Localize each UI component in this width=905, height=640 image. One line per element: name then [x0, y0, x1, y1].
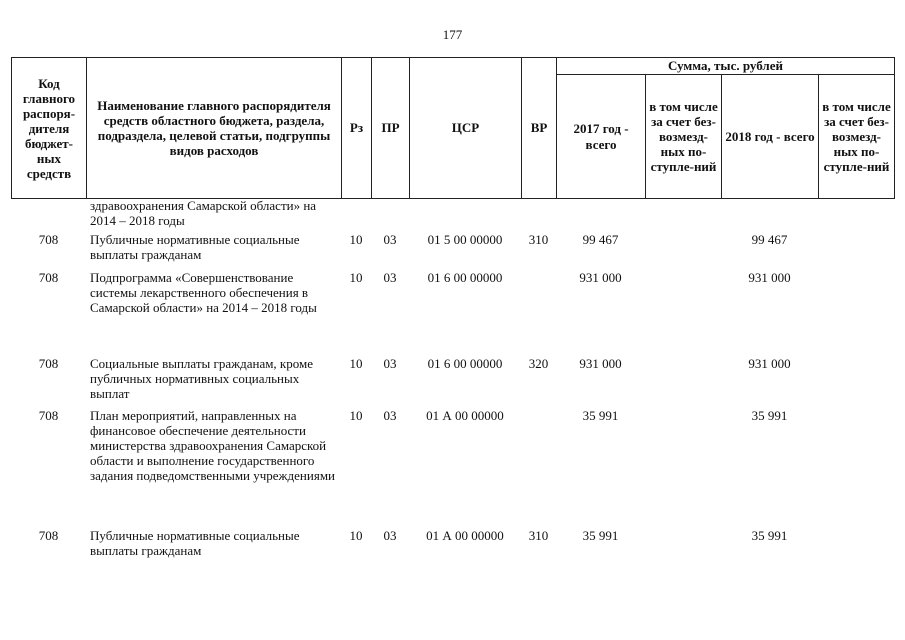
table-row [11, 198, 894, 232]
row-csr: 01 6 00 00000 [427, 270, 503, 285]
row-name: Публичные нормативные социальные выплаты гражданам [90, 232, 300, 262]
row-name: Социальные выплаты гражданам, кроме публичных нормативных социальных выплат [90, 356, 313, 401]
row-2017-total: 931 000 [579, 270, 622, 285]
table-header [11, 57, 895, 199]
row-code: 708 [38, 232, 59, 247]
row-code: 708 [38, 528, 59, 543]
row-rz: 10 [349, 408, 363, 423]
row-pr: 03 [383, 270, 397, 285]
row-2017-free [645, 232, 721, 270]
row-code: 708 [38, 356, 59, 371]
table-body [11, 198, 894, 562]
row-2018-total: 35 991 [751, 528, 788, 543]
row-rz: 10 [349, 232, 363, 247]
row-2017-free [645, 528, 721, 562]
table-row [11, 270, 894, 356]
row-2017-total: 35 991 [582, 528, 619, 543]
row-2018-free [818, 356, 894, 408]
row-vr [521, 408, 556, 528]
row-vr: 320 [528, 356, 549, 371]
row-csr: 01 А 00 00000 [426, 408, 504, 423]
row-code: 708 [38, 270, 59, 285]
header-pr: ПР [372, 58, 410, 199]
row-2018-total: 931 000 [748, 356, 791, 371]
row-2018-total: 931 000 [748, 270, 791, 285]
row-2017-free [645, 356, 721, 408]
row-pr: 03 [383, 528, 397, 543]
table-row [11, 528, 894, 562]
row-rz: 10 [349, 270, 363, 285]
row-vr [521, 270, 556, 356]
header-2017-free: в том числе за счет без-возмезд-ных по-ступле-ний [646, 75, 722, 199]
row-2018-free [818, 270, 894, 356]
header-vr: ВР [522, 58, 557, 199]
continuation-text: здравоохранения Самарской области» на 2014 – 2018 годы [90, 198, 317, 228]
row-code: 708 [38, 408, 59, 423]
row-name: Публичные нормативные социальные выплаты гражданам [90, 528, 300, 558]
header-name: Наименование главного распорядителя средств областного бюджета, раздела, подраздела, целевой статьи, подгруппы видов расходов [87, 58, 342, 199]
header-code: Код главного распоря-дителя бюджет-ных средств [12, 58, 87, 199]
row-vr: 310 [528, 528, 549, 543]
row-name: План мероприятий, направленных на финансовое обеспечение деятельности министерства здравоохранения Самарской области и выполнение государственного задания подведомственными учреждениями [90, 408, 336, 483]
header-csr: ЦСР [410, 58, 522, 199]
row-2017-total: 99 467 [582, 232, 619, 247]
header-sum: Сумма, тыс. рублей [557, 58, 895, 75]
row-csr: 01 5 00 00000 [427, 232, 503, 247]
row-rz: 10 [349, 528, 363, 543]
row-pr: 03 [383, 356, 397, 371]
row-2017-free [645, 270, 721, 356]
row-2018-total: 99 467 [751, 232, 788, 247]
row-pr: 03 [383, 232, 397, 247]
row-rz: 10 [349, 356, 363, 371]
header-rz: Рз [342, 58, 372, 199]
table-row [11, 232, 894, 270]
row-2017-total: 35 991 [582, 408, 619, 423]
page-number: 177 [442, 27, 463, 42]
table-row [11, 356, 894, 408]
row-2018-free [818, 408, 894, 528]
row-pr: 03 [383, 408, 397, 423]
table-row [11, 408, 894, 528]
row-2017-free [645, 408, 721, 528]
row-csr: 01 6 00 00000 [427, 356, 503, 371]
row-csr: 01 А 00 00000 [426, 528, 504, 543]
row-2018-free [818, 528, 894, 562]
row-vr: 310 [528, 232, 549, 247]
row-2018-total: 35 991 [751, 408, 788, 423]
row-name: Подпрограмма «Совершенствование системы лекарственного обеспечения в Самарской области» на 2014 – 2018 годы [90, 270, 317, 315]
header-2018-total: 2018 год - всего [722, 75, 819, 199]
row-2017-total: 931 000 [579, 356, 622, 371]
row-2018-free [818, 232, 894, 270]
header-2017-total: 2017 год - всего [557, 75, 646, 199]
header-2018-free: в том числе за счет без-возмезд-ных по-ступле-ний [819, 75, 895, 199]
